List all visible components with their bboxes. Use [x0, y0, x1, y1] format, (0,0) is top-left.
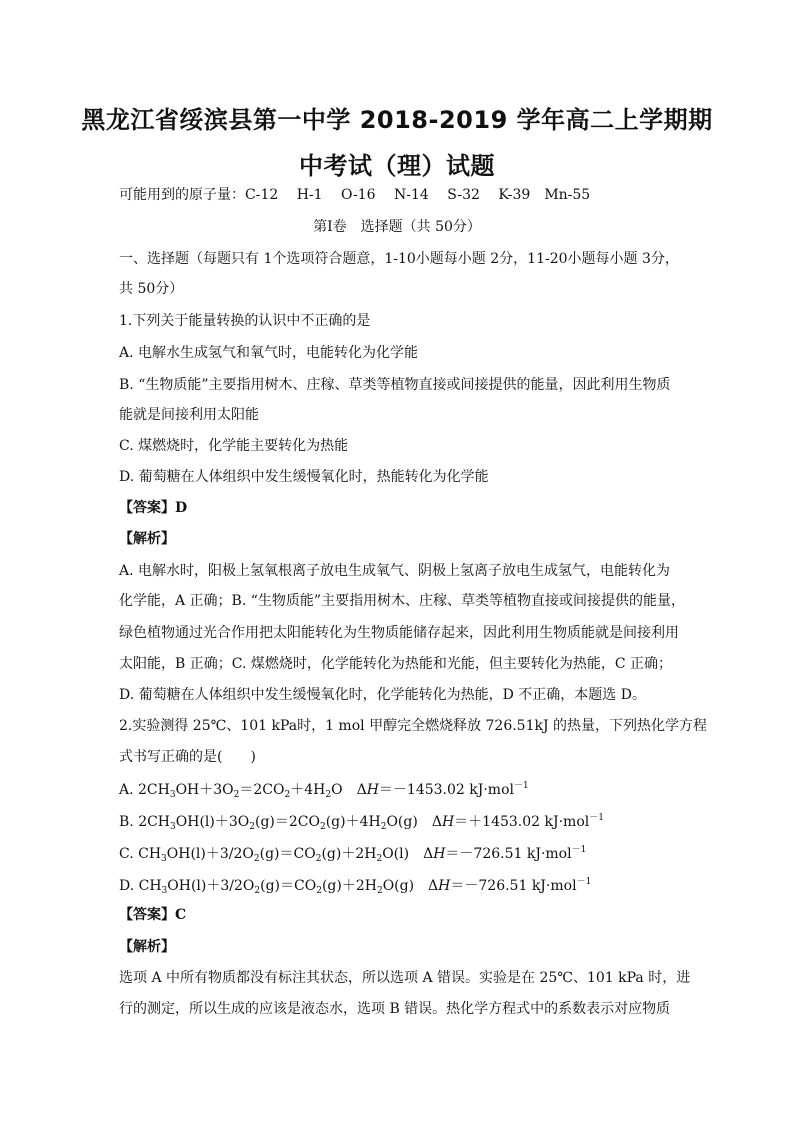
- q2-option-c: [119, 845, 679, 863]
- enthalpy-symbol: H: [441, 814, 455, 830]
- option-a-text: O Δ: [331, 782, 367, 798]
- document-title-line-1: 黑龙江省绥滨县第一中学 2018-2019 学年高二上学期期: [81, 106, 713, 134]
- option-a-text: A. 2CH: [119, 782, 170, 798]
- option-a-text: OH＋3O: [175, 782, 234, 798]
- q2-answer: 【答案】C: [119, 907, 187, 923]
- superscript: －1: [571, 845, 587, 855]
- superscript: －1: [589, 813, 604, 823]
- subscript: 2: [380, 822, 387, 832]
- option-c-text: (g)＝CO: [259, 846, 316, 862]
- option-a-text: ＝2CO: [239, 782, 285, 798]
- subscript: 2: [376, 854, 383, 864]
- option-c-text: OH(l)＋3/2O: [166, 846, 254, 862]
- q2-option-b: [119, 813, 679, 831]
- enthalpy-symbol: H: [433, 846, 446, 862]
- q1-analysis-line-5: D. 葡萄糖在人体组织中发生缓慢氧化时，化学能转化为热能，D 不正确，本题选 D。: [119, 687, 646, 703]
- subscript: 3: [161, 886, 168, 896]
- q2-analysis-label: 【解析】: [119, 939, 175, 955]
- option-b-text: (g)＝2CO: [254, 814, 320, 830]
- q1-option-c: C. 煤燃烧时，化学能主要转化为热能: [119, 438, 349, 454]
- enthalpy-value: ＝－726.51 kJ·mol: [450, 878, 577, 894]
- enthalpy-symbol: H: [366, 782, 379, 798]
- option-a-text: ＋4H: [290, 782, 326, 798]
- q1-analysis-line-2: 化学能，A 正确；B. “生物质能”主要指用树木、庄稼、草类等植物直接或间接提供的能量，: [119, 593, 686, 609]
- option-c-text: (g)＋2H: [321, 846, 377, 862]
- q1-answer: 【答案】D: [119, 500, 188, 516]
- q1-option-a: A. 电解水生成氢气和氧气时，电能转化为化学能: [119, 345, 419, 361]
- q1-stem: 1.下列关于能量转换的认识中不正确的是: [119, 313, 371, 329]
- subscript: 2: [253, 854, 260, 864]
- enthalpy-value: ＝－1453.02 kJ·mol: [378, 782, 514, 798]
- q1-analysis-line-3: 绿色植物通过光合作用把太阳能转化为生物质能储存起来，因此利用生物质能就是间接利用: [119, 625, 679, 641]
- subscript: 3: [170, 822, 176, 832]
- subscript: 3: [161, 854, 167, 864]
- subscript: 2: [284, 790, 291, 800]
- q1-option-b-line-1: B. “生物质能”主要指用树木、庄稼、草类等植物直接或间接提供的能量，因此利用生物质: [119, 377, 671, 393]
- option-d-text: D. CH: [119, 878, 162, 894]
- subscript: 2: [325, 790, 332, 800]
- q2-analysis-line-1: 选项 A 中所有物质都没有标注其状态，所以选项 A 错误。实验是在 25℃、101 kPa 时，进: [119, 970, 691, 986]
- superscript: －1: [513, 781, 529, 791]
- option-d-text: (g)＝CO: [260, 878, 317, 894]
- subscript: 2: [316, 886, 322, 896]
- superscript: －1: [576, 877, 592, 887]
- q1-analysis-label: 【解析】: [119, 531, 175, 547]
- instructions-line-1: 一、选择题（每题只有 1个选项符合题意，1-10小题每小题 2分，11-20小题每小题 3分，: [119, 251, 679, 267]
- subscript: 2: [233, 790, 240, 800]
- option-d-text: O(g) Δ: [382, 878, 439, 894]
- q1-analysis-line-4: 太阳能，B 正确；C. 煤燃烧时，化学能转化为热能和光能，但主要转化为热能，C 正确；: [119, 656, 673, 672]
- option-c-text: C. CH: [119, 846, 162, 862]
- enthalpy-symbol: H: [438, 878, 451, 894]
- enthalpy-value: ＝＋1453.02 kJ·mol: [454, 814, 590, 830]
- option-d-text: (g)＋2H: [321, 878, 377, 894]
- subscript: 2: [254, 886, 261, 896]
- atomic-masses: 可能用到的原子量：C-12 H-1 O-16 N-14 S-32 K-39 Mn-55: [119, 187, 591, 203]
- q2-stem-line-1: 2.实验测得 25℃、101 kPa时，1 mol 甲醇完全燃烧释放 726.51kJ 的热量，下列热化学方程: [119, 718, 708, 734]
- q1-option-d: D. 葡萄糖在人体组织中发生缓慢氧化时，热能转化为化学能: [119, 469, 489, 485]
- option-b-text: B. 2CH: [119, 814, 171, 830]
- subscript: 3: [169, 790, 176, 800]
- section-heading: 第Ⅰ卷 选择题（共 50分）: [313, 219, 481, 235]
- option-b-text: O(g) Δ: [386, 814, 442, 830]
- subscript: 2: [319, 822, 326, 832]
- instructions-line-2: 共 50分）: [119, 281, 184, 297]
- q2-option-a: [119, 781, 679, 799]
- q2-stem-line-2: 式书写正确的是( ): [119, 749, 256, 765]
- option-d-text: OH(l)＋3/2O: [167, 878, 255, 894]
- option-b-text: OH(l)＋3O: [175, 814, 250, 830]
- q2-option-d: [119, 877, 679, 895]
- subscript: 2: [315, 854, 322, 864]
- option-c-text: O(l) Δ: [382, 846, 434, 862]
- q1-analysis-line-1: A. 电解水时，阳极上氢氧根离子放电生成氧气、阴极上氢离子放电生成氢气，电能转化为: [119, 563, 671, 579]
- option-b-text: (g)＋4H: [325, 814, 381, 830]
- subscript: 2: [249, 822, 255, 832]
- subscript: 2: [376, 886, 383, 896]
- q1-option-b-line-2: 能就是间接利用太阳能: [119, 407, 259, 423]
- enthalpy-value: ＝－726.51 kJ·mol: [445, 846, 572, 862]
- q2-analysis-line-2: 行的测定，所以生成的应该是液态水，选项 B 错误。热化学方程式中的系数表示对应物质: [119, 1001, 671, 1017]
- document-title-line-2: 中考试（理）试题: [299, 152, 495, 180]
